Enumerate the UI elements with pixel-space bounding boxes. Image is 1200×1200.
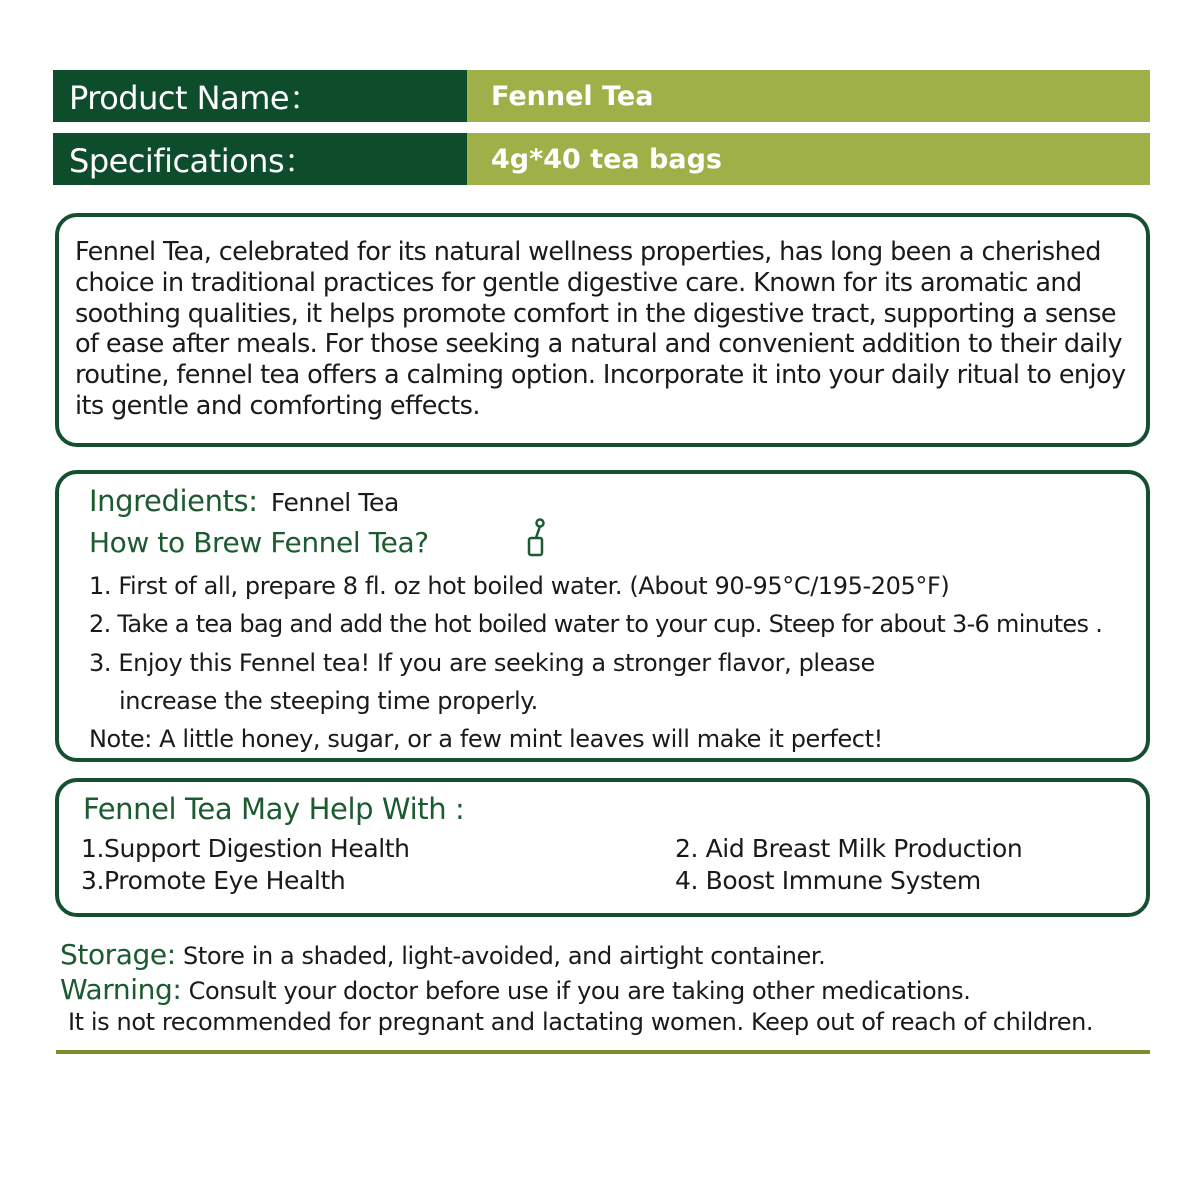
brew-note: Note: A little honey, sugar, or a few mint leaves will make it perfect!	[89, 725, 883, 753]
benefit-item: 1.Support Digestion Health	[81, 834, 410, 863]
product-name-value: Fennel Tea	[467, 70, 1150, 122]
warning-label: Warning:	[60, 973, 182, 1006]
ingredients-value: Fennel Tea	[270, 488, 399, 517]
storage-text: Store in a shaded, light-avoided, and airtight container.	[183, 942, 826, 970]
specifications-value: 4g*40 tea bags	[467, 133, 1150, 185]
brew-step-3-cont: increase the steeping time properly.	[119, 687, 538, 715]
benefit-item: 3.Promote Eye Health	[81, 866, 346, 895]
storage-label: Storage:	[60, 938, 176, 971]
product-name-label: Product Name：	[53, 70, 467, 122]
bottom-divider	[56, 1050, 1150, 1054]
warning-text: Consult your doctor before use if you are taking other medications.	[188, 977, 971, 1005]
ingredients-label: Ingredients:	[89, 484, 258, 518]
benefit-item: 2. Aid Breast Milk Production	[675, 834, 1023, 863]
brew-step-1: 1. First of all, prepare 8 fl. oz hot boiled water. (About 90-95°C/195-205°F)	[89, 572, 950, 600]
description-text: Fennel Tea, celebrated for its natural wellness properties, has long been a cherished choice in traditional practices for gentle digestive care. Known for its aromatic and soothing qualities, it helps promote comfort in the digestive tract, supporting a sense of ease after meals. For those seeking a natural and convenient addition to their daily routine, fennel tea offers a calming option. Incorporate it into your daily ritual to enjoy its gentle and comforting effects.	[75, 237, 1126, 421]
benefits-title: Fennel Tea May Help With :	[83, 792, 465, 826]
warning-text-2: It is not recommended for pregnant and lactating women. Keep out of reach of children.	[68, 1008, 1094, 1036]
brew-step-3: 3. Enjoy this Fennel tea! If you are seeking a stronger flavor, please	[89, 649, 875, 677]
benefits-box	[55, 778, 1150, 917]
ingredients-line	[89, 484, 399, 518]
brew-instructions-box	[55, 470, 1150, 762]
specifications-label: Specifications：	[53, 133, 467, 185]
specifications-row	[53, 133, 1150, 185]
brew-title: How to Brew Fennel Tea?	[89, 526, 429, 559]
tea-bag-icon	[524, 518, 548, 566]
description-box	[55, 213, 1150, 447]
warning-line	[60, 973, 970, 1006]
product-name-row	[53, 70, 1150, 122]
storage-line	[60, 938, 825, 971]
brew-step-2: 2. Take a tea bag and add the hot boiled water to your cup. Steep for about 3-6 minutes .	[89, 610, 1103, 638]
benefit-item: 4. Boost Immune System	[675, 866, 981, 895]
